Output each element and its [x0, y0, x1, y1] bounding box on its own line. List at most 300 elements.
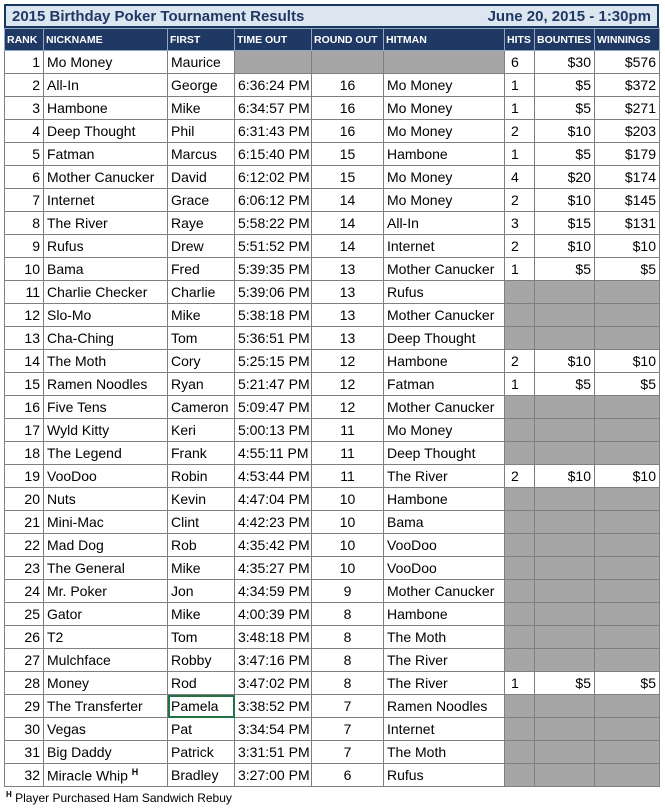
cell-bounties[interactable] [535, 166, 595, 189]
cell-round[interactable] [312, 304, 384, 327]
cell-time[interactable] [235, 327, 312, 350]
cell-winnings[interactable] [595, 672, 660, 695]
col-header-round-out[interactable]: ROUND OUT [312, 29, 384, 51]
cell-winnings[interactable] [595, 189, 660, 212]
cell-first[interactable] [168, 51, 235, 74]
cell-bounties[interactable] [535, 672, 595, 695]
cell-nickname[interactable] [44, 97, 168, 120]
cell-hitman[interactable] [384, 511, 505, 534]
cell-time[interactable] [235, 212, 312, 235]
cell-bounties[interactable] [535, 419, 595, 442]
cell-hits[interactable] [505, 97, 535, 120]
cell-nickname[interactable] [44, 649, 168, 672]
cell-nickname[interactable] [44, 557, 168, 580]
cell-round[interactable] [312, 258, 384, 281]
cell-time[interactable] [235, 419, 312, 442]
cell-time[interactable] [235, 488, 312, 511]
cell-bounties[interactable] [535, 373, 595, 396]
cell-hits[interactable] [505, 120, 535, 143]
cell-rank[interactable] [5, 672, 44, 695]
cell-hits[interactable] [505, 189, 535, 212]
cell-nickname[interactable] [44, 74, 168, 97]
cell-rank[interactable] [5, 327, 44, 350]
cell-hitman[interactable] [384, 373, 505, 396]
cell-hits[interactable] [505, 580, 535, 603]
cell-time[interactable] [235, 281, 312, 304]
cell-nickname[interactable] [44, 672, 168, 695]
cell-round[interactable] [312, 557, 384, 580]
cell-hits[interactable] [505, 419, 535, 442]
cell-hits[interactable] [505, 695, 535, 718]
cell-round[interactable] [312, 281, 384, 304]
cell-hitman[interactable] [384, 603, 505, 626]
cell-nickname[interactable] [44, 603, 168, 626]
cell-bounties[interactable] [535, 235, 595, 258]
cell-winnings[interactable] [595, 327, 660, 350]
cell-round[interactable] [312, 166, 384, 189]
cell-round[interactable] [312, 419, 384, 442]
cell-winnings[interactable] [595, 258, 660, 281]
cell-hitman[interactable] [384, 143, 505, 166]
cell-rank[interactable] [5, 97, 44, 120]
cell-time[interactable] [235, 718, 312, 741]
cell-hitman[interactable] [384, 74, 505, 97]
cell-round[interactable] [312, 143, 384, 166]
cell-hits[interactable] [505, 718, 535, 741]
cell-first[interactable] [168, 741, 235, 764]
cell-rank[interactable] [5, 304, 44, 327]
cell-time[interactable] [235, 741, 312, 764]
cell-time[interactable] [235, 511, 312, 534]
cell-first[interactable] [168, 419, 235, 442]
cell-nickname[interactable] [44, 350, 168, 373]
cell-rank[interactable] [5, 396, 44, 419]
cell-bounties[interactable] [535, 741, 595, 764]
cell-winnings[interactable] [595, 97, 660, 120]
cell-rank[interactable] [5, 120, 44, 143]
cell-winnings[interactable] [595, 442, 660, 465]
cell-hits[interactable] [505, 557, 535, 580]
cell-winnings[interactable] [595, 350, 660, 373]
cell-bounties[interactable] [535, 626, 595, 649]
cell-winnings[interactable] [595, 166, 660, 189]
cell-nickname[interactable] [44, 304, 168, 327]
cell-hitman[interactable] [384, 396, 505, 419]
cell-nickname[interactable] [44, 189, 168, 212]
cell-hitman[interactable] [384, 189, 505, 212]
cell-nickname[interactable] [44, 143, 168, 166]
cell-bounties[interactable] [535, 74, 595, 97]
cell-bounties[interactable] [535, 143, 595, 166]
cell-hits[interactable] [505, 672, 535, 695]
cell-hitman[interactable] [384, 304, 505, 327]
cell-bounties[interactable] [535, 764, 595, 787]
cell-round[interactable] [312, 488, 384, 511]
cell-nickname[interactable] [44, 695, 168, 718]
cell-winnings[interactable] [595, 465, 660, 488]
cell-hits[interactable] [505, 465, 535, 488]
cell-rank[interactable] [5, 258, 44, 281]
cell-round[interactable] [312, 764, 384, 787]
cell-round[interactable] [312, 718, 384, 741]
cell-rank[interactable] [5, 442, 44, 465]
cell-hitman[interactable] [384, 557, 505, 580]
cell-time[interactable] [235, 235, 312, 258]
cell-rank[interactable] [5, 281, 44, 304]
cell-nickname[interactable] [44, 373, 168, 396]
cell-nickname[interactable] [44, 281, 168, 304]
cell-bounties[interactable] [535, 580, 595, 603]
cell-hitman[interactable] [384, 212, 505, 235]
cell-rank[interactable] [5, 718, 44, 741]
cell-winnings[interactable] [595, 51, 660, 74]
cell-round[interactable] [312, 580, 384, 603]
cell-hits[interactable] [505, 511, 535, 534]
cell-first[interactable] [168, 281, 235, 304]
cell-hitman[interactable] [384, 327, 505, 350]
cell-time[interactable] [235, 672, 312, 695]
cell-time[interactable] [235, 189, 312, 212]
cell-hitman[interactable] [384, 534, 505, 557]
cell-round[interactable] [312, 350, 384, 373]
cell-first[interactable] [168, 212, 235, 235]
cell-round[interactable] [312, 603, 384, 626]
cell-rank[interactable] [5, 350, 44, 373]
cell-rank[interactable] [5, 373, 44, 396]
cell-rank[interactable] [5, 143, 44, 166]
cell-winnings[interactable] [595, 120, 660, 143]
col-header-bounties[interactable]: BOUNTIES [535, 29, 595, 51]
cell-nickname[interactable] [44, 51, 168, 74]
cell-nickname[interactable] [44, 235, 168, 258]
cell-first[interactable] [168, 304, 235, 327]
cell-round[interactable] [312, 396, 384, 419]
cell-hits[interactable] [505, 74, 535, 97]
cell-hitman[interactable] [384, 281, 505, 304]
cell-hits[interactable] [505, 258, 535, 281]
cell-hits[interactable] [505, 212, 535, 235]
cell-hitman[interactable] [384, 626, 505, 649]
cell-hitman[interactable] [384, 649, 505, 672]
cell-rank[interactable] [5, 189, 44, 212]
cell-bounties[interactable] [535, 511, 595, 534]
col-header-rank[interactable]: RANK [5, 29, 44, 51]
cell-hits[interactable] [505, 488, 535, 511]
cell-rank[interactable] [5, 511, 44, 534]
cell-bounties[interactable] [535, 442, 595, 465]
cell-winnings[interactable] [595, 143, 660, 166]
cell-time[interactable] [235, 258, 312, 281]
cell-round[interactable] [312, 327, 384, 350]
cell-bounties[interactable] [535, 557, 595, 580]
cell-hitman[interactable] [384, 741, 505, 764]
cell-rank[interactable] [5, 235, 44, 258]
cell-round[interactable] [312, 97, 384, 120]
cell-hits[interactable] [505, 143, 535, 166]
cell-text: 6:15:40 PM [238, 146, 310, 162]
cell-time[interactable] [235, 580, 312, 603]
cell-winnings[interactable] [595, 419, 660, 442]
cell-bounties[interactable] [535, 350, 595, 373]
cell-rank[interactable] [5, 741, 44, 764]
cell-hits[interactable] [505, 764, 535, 787]
cell-winnings[interactable] [595, 488, 660, 511]
cell-nickname[interactable] [44, 580, 168, 603]
cell-hitman[interactable] [384, 120, 505, 143]
cell-bounties[interactable] [535, 649, 595, 672]
cell-first[interactable] [168, 511, 235, 534]
cell-time[interactable] [235, 695, 312, 718]
cell-first[interactable] [168, 764, 235, 787]
cell-time[interactable] [235, 166, 312, 189]
cell-time[interactable] [235, 396, 312, 419]
cell-rank[interactable] [5, 603, 44, 626]
cell-bounties[interactable] [535, 51, 595, 74]
cell-hits[interactable] [505, 741, 535, 764]
cell-winnings[interactable] [595, 741, 660, 764]
cell-round[interactable] [312, 212, 384, 235]
cell-hits[interactable] [505, 235, 535, 258]
cell-round[interactable] [312, 626, 384, 649]
cell-time[interactable] [235, 304, 312, 327]
cell-first[interactable] [168, 120, 235, 143]
cell-hits[interactable] [505, 603, 535, 626]
cell-hits[interactable] [505, 166, 535, 189]
cell-winnings[interactable] [595, 695, 660, 718]
cell-round[interactable] [312, 51, 384, 74]
cell-time[interactable] [235, 97, 312, 120]
cell-hits[interactable] [505, 304, 535, 327]
cell-nickname[interactable] [44, 718, 168, 741]
cell-winnings[interactable] [595, 557, 660, 580]
cell-bounties[interactable] [535, 695, 595, 718]
cell-nickname[interactable] [44, 212, 168, 235]
cell-hitman[interactable] [384, 97, 505, 120]
cell-hitman[interactable] [384, 51, 505, 74]
cell-nickname[interactable] [44, 626, 168, 649]
cell-nickname[interactable] [44, 258, 168, 281]
cell-nickname[interactable] [44, 442, 168, 465]
cell-first[interactable] [168, 396, 235, 419]
cell-time[interactable] [235, 51, 312, 74]
cell-bounties[interactable] [535, 304, 595, 327]
cell-hits[interactable] [505, 281, 535, 304]
cell-hits[interactable] [505, 51, 535, 74]
cell-bounties[interactable] [535, 603, 595, 626]
cell-text: 6 [343, 767, 352, 783]
cell-hits[interactable] [505, 649, 535, 672]
cell-rank[interactable] [5, 695, 44, 718]
cell-nickname[interactable] [44, 120, 168, 143]
cell-bounties[interactable] [535, 212, 595, 235]
cell-time[interactable] [235, 764, 312, 787]
cell-rank[interactable] [5, 534, 44, 557]
cell-rank[interactable] [5, 626, 44, 649]
cell-time[interactable] [235, 626, 312, 649]
cell-time[interactable] [235, 649, 312, 672]
cell-winnings[interactable] [595, 304, 660, 327]
cell-first[interactable] [168, 580, 235, 603]
cell-round[interactable] [312, 189, 384, 212]
cell-bounties[interactable] [535, 396, 595, 419]
cell-first[interactable] [168, 350, 235, 373]
cell-round[interactable] [312, 511, 384, 534]
cell-nickname[interactable] [44, 488, 168, 511]
cell-time[interactable] [235, 557, 312, 580]
cell-rank[interactable] [5, 212, 44, 235]
cell-first[interactable] [168, 258, 235, 281]
cell-bounties[interactable] [535, 718, 595, 741]
cell-nickname[interactable] [44, 465, 168, 488]
cell-first[interactable] [168, 534, 235, 557]
col-header-hits[interactable]: HITS [505, 29, 535, 51]
cell-rank[interactable] [5, 649, 44, 672]
cell-rank[interactable] [5, 74, 44, 97]
col-header-time-out[interactable]: TIME OUT [235, 29, 312, 51]
cell-first[interactable] [168, 603, 235, 626]
cell-hits[interactable] [505, 327, 535, 350]
cell-winnings[interactable] [595, 626, 660, 649]
col-header-hitman[interactable]: HITMAN [384, 29, 505, 51]
cell-time[interactable] [235, 603, 312, 626]
cell-first[interactable] [168, 465, 235, 488]
cell-hitman[interactable] [384, 672, 505, 695]
cell-first[interactable] [168, 557, 235, 580]
cell-hits[interactable] [505, 373, 535, 396]
cell-nickname[interactable] [44, 764, 168, 787]
cell-round[interactable] [312, 442, 384, 465]
cell-bounties[interactable] [535, 327, 595, 350]
cell-bounties[interactable] [535, 465, 595, 488]
cell-hitman[interactable] [384, 580, 505, 603]
cell-hitman[interactable] [384, 465, 505, 488]
cell-hitman[interactable] [384, 350, 505, 373]
cell-hits[interactable] [505, 350, 535, 373]
cell-nickname[interactable] [44, 396, 168, 419]
cell-hitman[interactable] [384, 718, 505, 741]
cell-first[interactable] [168, 143, 235, 166]
col-header-nickname[interactable]: NICKNAME [44, 29, 168, 51]
cell-first[interactable] [168, 695, 235, 718]
cell-rank[interactable] [5, 557, 44, 580]
cell-nickname[interactable] [44, 511, 168, 534]
cell-time[interactable] [235, 373, 312, 396]
cell-time[interactable] [235, 74, 312, 97]
cell-time[interactable] [235, 534, 312, 557]
cell-rank[interactable] [5, 465, 44, 488]
cell-round[interactable] [312, 235, 384, 258]
cell-bounties[interactable] [535, 97, 595, 120]
cell-winnings[interactable] [595, 603, 660, 626]
cell-nickname[interactable] [44, 534, 168, 557]
cell-rank[interactable] [5, 419, 44, 442]
cell-hitman[interactable] [384, 235, 505, 258]
cell-rank[interactable] [5, 488, 44, 511]
cell-bounties[interactable] [535, 281, 595, 304]
cell-first[interactable] [168, 442, 235, 465]
cell-bounties[interactable] [535, 120, 595, 143]
cell-winnings[interactable] [595, 373, 660, 396]
cell-first[interactable] [168, 626, 235, 649]
cell-winnings[interactable] [595, 649, 660, 672]
cell-round[interactable] [312, 74, 384, 97]
cell-round[interactable] [312, 465, 384, 488]
cell-first[interactable] [168, 373, 235, 396]
cell-bounties[interactable] [535, 189, 595, 212]
cell-winnings[interactable] [595, 396, 660, 419]
cell-winnings[interactable] [595, 281, 660, 304]
col-header-first[interactable]: FIRST [168, 29, 235, 51]
cell-round[interactable] [312, 695, 384, 718]
cell-first[interactable] [168, 649, 235, 672]
cell-time[interactable] [235, 143, 312, 166]
cell-nickname[interactable] [44, 166, 168, 189]
cell-first[interactable] [168, 488, 235, 511]
cell-round[interactable] [312, 373, 384, 396]
cell-round[interactable] [312, 741, 384, 764]
cell-winnings[interactable] [595, 534, 660, 557]
cell-winnings[interactable] [595, 235, 660, 258]
cell-bounties[interactable] [535, 534, 595, 557]
cell-hitman[interactable] [384, 419, 505, 442]
cell-time[interactable] [235, 442, 312, 465]
cell-hits[interactable] [505, 534, 535, 557]
cell-first[interactable] [168, 718, 235, 741]
cell-rank[interactable] [5, 764, 44, 787]
col-header-winnings[interactable]: WINNINGS [595, 29, 660, 51]
cell-first[interactable] [168, 235, 235, 258]
cell-round[interactable] [312, 534, 384, 557]
cell-winnings[interactable] [595, 764, 660, 787]
cell-first[interactable] [168, 166, 235, 189]
cell-hits[interactable] [505, 442, 535, 465]
cell-nickname[interactable] [44, 419, 168, 442]
cell-hitman[interactable] [384, 488, 505, 511]
cell-hitman[interactable] [384, 258, 505, 281]
cell-bounties[interactable] [535, 258, 595, 281]
cell-round[interactable] [312, 120, 384, 143]
cell-hits[interactable] [505, 396, 535, 419]
cell-rank[interactable] [5, 51, 44, 74]
cell-first[interactable] [168, 74, 235, 97]
cell-time[interactable] [235, 350, 312, 373]
cell-nickname[interactable] [44, 741, 168, 764]
cell-nickname[interactable] [44, 327, 168, 350]
cell-hitman[interactable] [384, 695, 505, 718]
cell-hitman[interactable] [384, 166, 505, 189]
cell-winnings[interactable] [595, 74, 660, 97]
cell-round[interactable] [312, 649, 384, 672]
cell-winnings[interactable] [595, 580, 660, 603]
cell-winnings[interactable] [595, 718, 660, 741]
cell-rank[interactable] [5, 166, 44, 189]
cell-rank[interactable] [5, 580, 44, 603]
cell-time[interactable] [235, 465, 312, 488]
cell-winnings[interactable] [595, 212, 660, 235]
cell-first[interactable] [168, 97, 235, 120]
cell-first[interactable] [168, 189, 235, 212]
cell-bounties[interactable] [535, 488, 595, 511]
cell-winnings[interactable] [595, 511, 660, 534]
cell-text: The River [387, 468, 448, 484]
cell-round[interactable] [312, 672, 384, 695]
cell-time[interactable] [235, 120, 312, 143]
cell-hits[interactable] [505, 626, 535, 649]
cell-hitman[interactable] [384, 442, 505, 465]
cell-first[interactable] [168, 327, 235, 350]
cell-hitman[interactable] [384, 764, 505, 787]
cell-first[interactable] [168, 672, 235, 695]
